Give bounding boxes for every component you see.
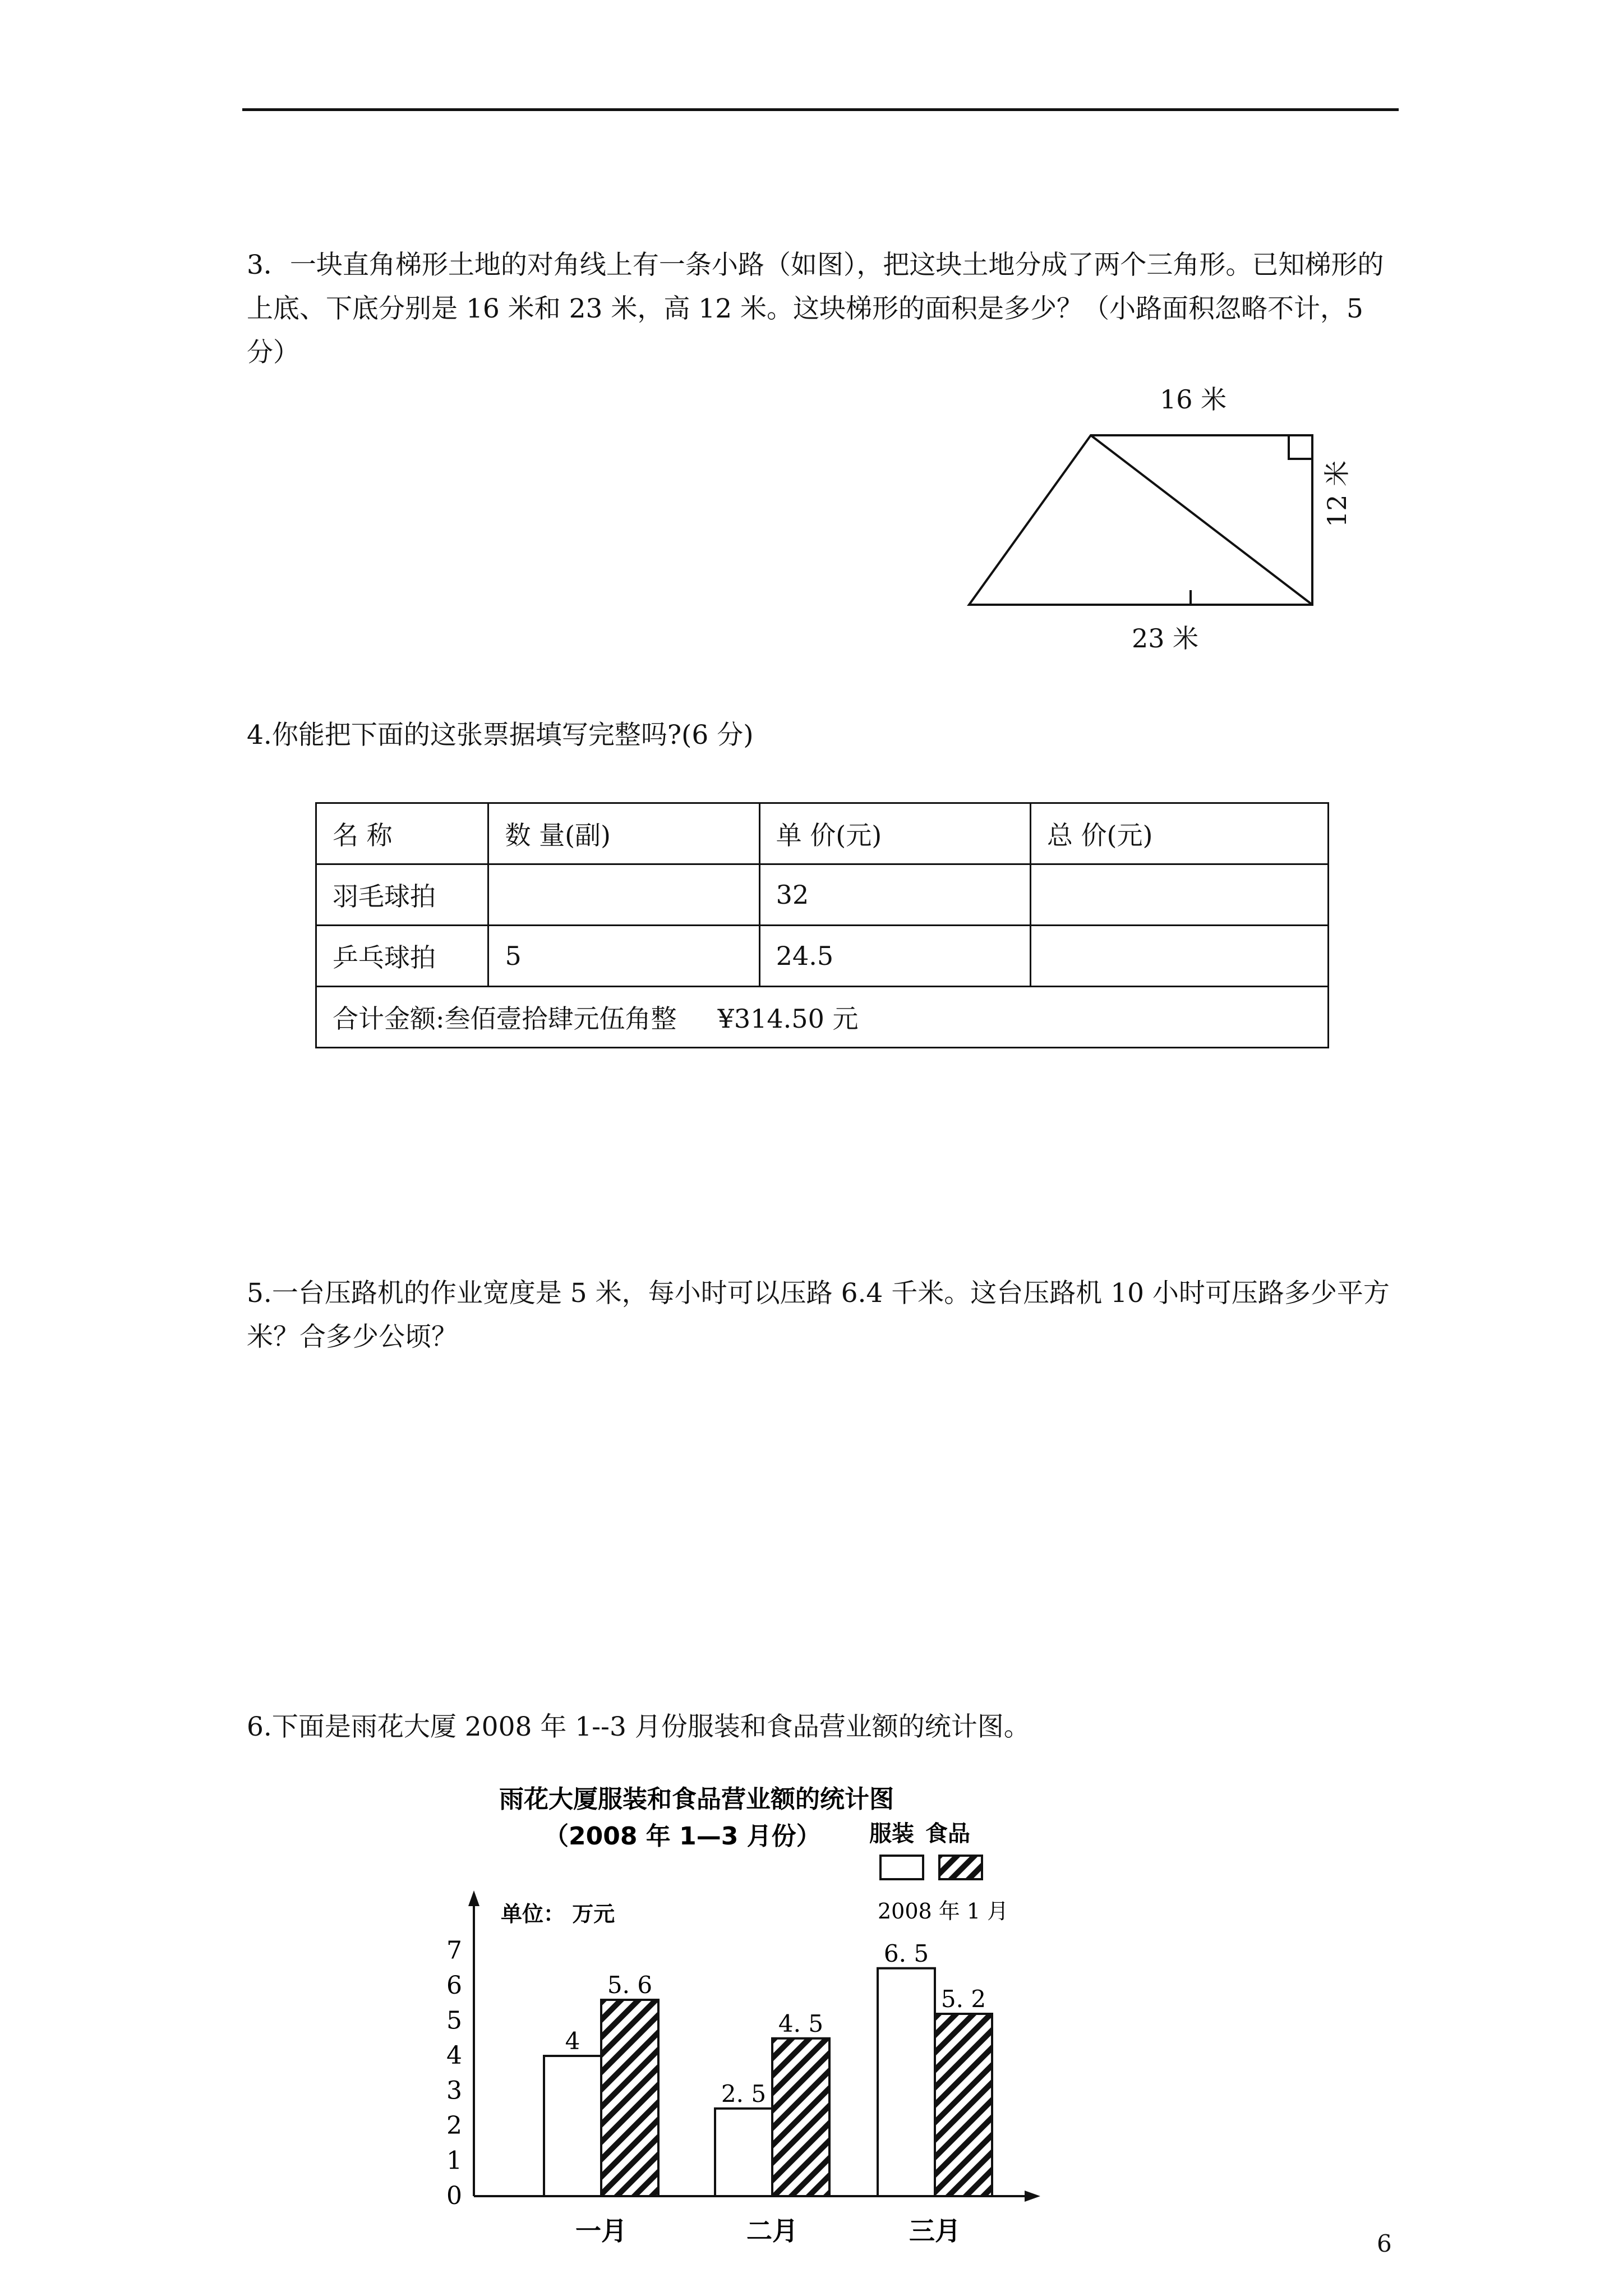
receipt-table (315, 802, 1329, 1048)
bar (935, 2014, 992, 2196)
bar-value-label: 6. 5 (883, 1939, 929, 1967)
legend-label-clothing: 服装 (869, 1821, 914, 1847)
legend-note: 2008 年 1 月 (878, 1899, 1009, 1924)
legend-swatch-clothing (880, 1856, 923, 1879)
x-tick-label: 三月 (909, 2216, 961, 2246)
table-header-row (316, 803, 1329, 864)
question-5-text: 5.一台压路机的作业宽度是 5 米，每小时可以压路 6.4 千米。这台压路机 10 小时可压路多少平方米？合多少公顷？ (247, 1278, 1390, 1352)
y-axis-arrow (468, 1890, 479, 1906)
bar (772, 2039, 829, 2196)
y-tick-label: 2 (446, 2111, 462, 2140)
header-cell: 数 量(副) (488, 803, 759, 864)
table-cell: 24.5 (759, 926, 1030, 987)
y-tick-label: 7 (446, 1936, 462, 1965)
bar (715, 2109, 772, 2196)
table-cell: 羽毛球拍 (316, 864, 488, 926)
header-cell: 总 价(元) (1030, 803, 1328, 864)
bar-value-label: 4. 5 (778, 2009, 824, 2037)
bar (601, 2000, 658, 2196)
x-tick-label: 一月 (575, 2216, 627, 2246)
height-label: 12 米 (1322, 460, 1352, 527)
bar-value-label: 5. 2 (940, 1985, 986, 2013)
chart-plot-area (446, 1890, 1040, 2246)
x-tick-label: 二月 (746, 2216, 798, 2246)
chart-subtitle: （2008 年 1—3 月份） (544, 1822, 821, 1851)
question-3-text: 3．一块直角梯形土地的对角线上有一条小路（如图），把这块土地分成了两个三角形。已知梯形的上底、下底分别是 16 米和 23 米，高 12 米。这块梯形的面积是多少？（小路面积忽略不计，5 分） (247, 250, 1384, 368)
y-tick-label: 4 (446, 2041, 462, 2070)
bar-chart (437, 1778, 1110, 2272)
y-tick-label: 3 (446, 2076, 462, 2105)
bar-value-label: 2. 5 (721, 2079, 767, 2108)
chart-title: 雨花大厦服装和食品营业额的统计图 (499, 1785, 894, 1814)
y-tick-label: 0 (446, 2182, 462, 2210)
table-cell: 乒乓球拍 (316, 926, 488, 987)
header-cell: 名 称 (316, 803, 488, 864)
legend-swatch-food (939, 1856, 982, 1879)
question-4-text: 4.你能把下面的这张票据填写完整吗?(6 分) (247, 720, 754, 751)
bar (878, 1968, 935, 2196)
right-angle-mark (1289, 435, 1312, 459)
top-base-label: 16 米 (1160, 384, 1227, 415)
y-tick-label: 6 (446, 1971, 462, 2000)
bar-value-label: 5. 6 (607, 1971, 653, 1999)
question-6-text: 6.下面是雨花大厦 2008 年 1--3 月份服装和食品营业额的统计图。 (247, 1711, 1030, 1742)
table-cell[interactable] (1030, 926, 1328, 987)
bar-value-label: 4 (565, 2027, 580, 2055)
table-cell[interactable] (488, 864, 759, 926)
legend-label-food: 食品 (925, 1821, 970, 1847)
table-cell: 32 (759, 864, 1030, 926)
table-cell: 5 (488, 926, 759, 987)
page-number: 6 (1377, 2230, 1392, 2257)
y-tick-label: 5 (446, 2006, 462, 2035)
header-cell: 单 价(元) (759, 803, 1030, 864)
x-axis-arrow (1025, 2191, 1040, 2202)
bar (544, 2056, 601, 2196)
trapezoid-outline (969, 435, 1312, 605)
y-tick-label: 1 (446, 2146, 462, 2175)
diagonal-path (1091, 435, 1312, 605)
unit-label: 单位： 万元 (501, 1902, 615, 1926)
table-cell[interactable] (1030, 864, 1328, 926)
header-rule (242, 108, 1399, 111)
table-total-row (316, 987, 1329, 1048)
table-row (316, 864, 1329, 926)
table-row (316, 926, 1329, 987)
total-amount-cell: 合计金额:叁佰壹拾肆元伍角整 ¥314.50 元 (316, 987, 1329, 1048)
bottom-base-label: 23 米 (1132, 623, 1199, 654)
